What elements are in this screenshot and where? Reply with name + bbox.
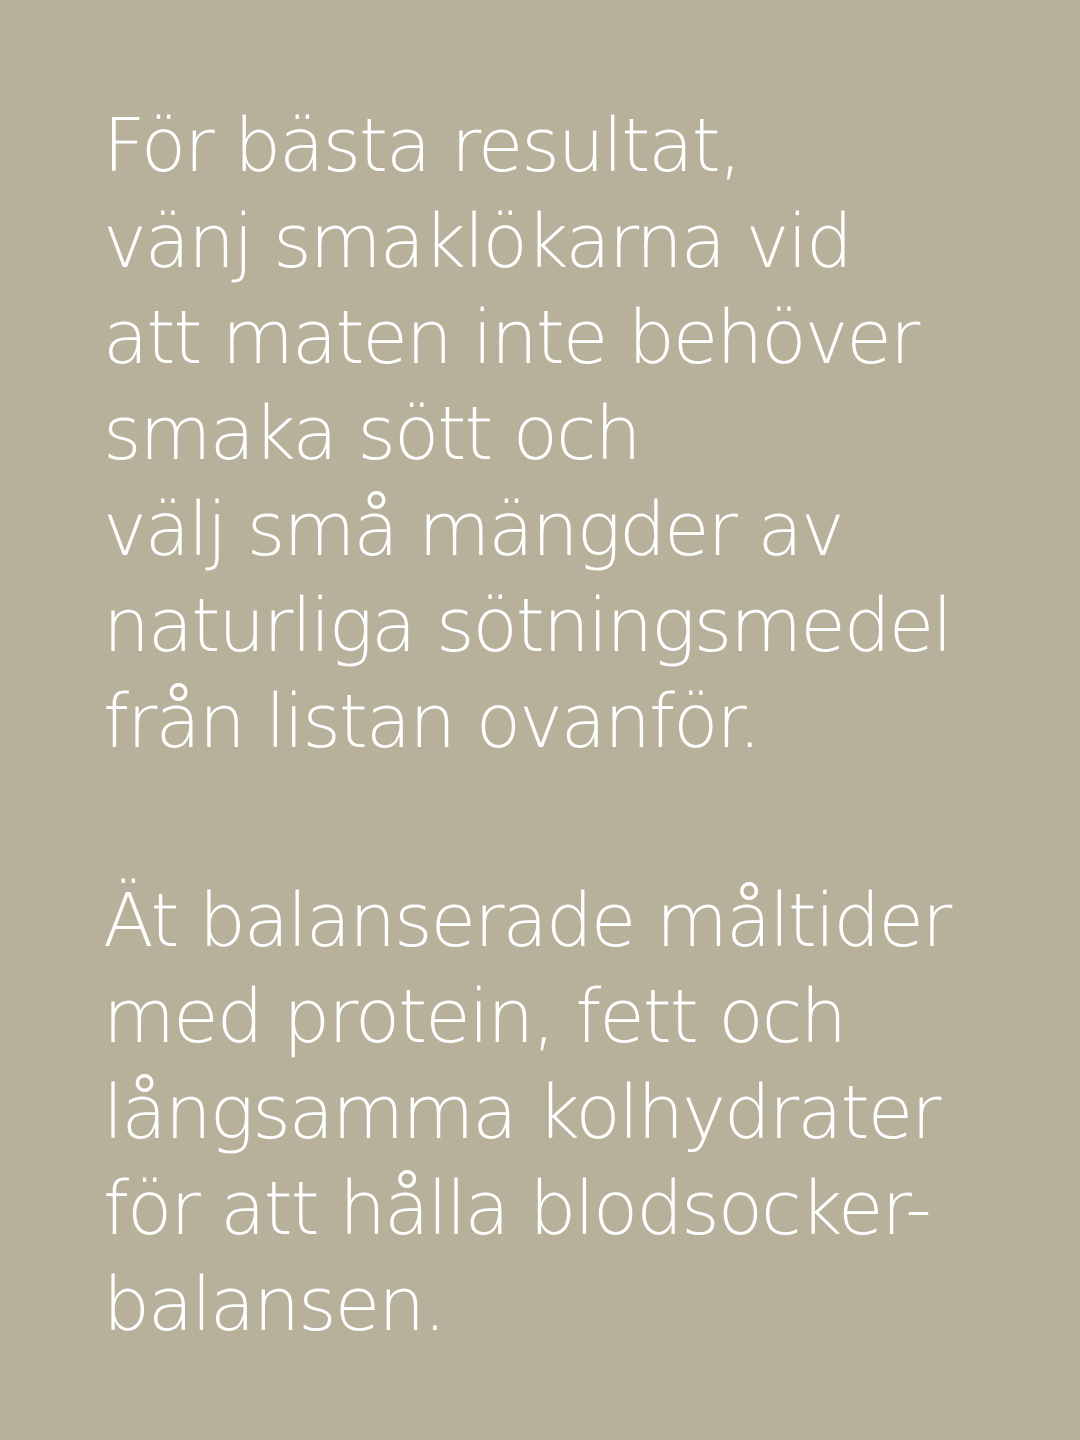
paragraph-balanced-meals: [103, 873, 950, 1353]
text-line: från listan ovanför.: [103, 679, 760, 765]
text-line: smaka sött och: [103, 391, 640, 477]
text-line: vänj smaklökarna vid: [103, 199, 851, 285]
text-line: med protein, fett och: [103, 974, 846, 1060]
text-line: För bästa resultat,: [103, 103, 741, 189]
text-line: naturliga sötningsmedel: [103, 583, 951, 669]
text-line: Ät balanserade måltider: [103, 878, 951, 964]
text-line: välj små mängder av: [103, 487, 843, 573]
paragraph-sweetener-advice: [103, 98, 951, 770]
text-line: för att hålla blodsocker-: [103, 1166, 930, 1252]
text-line: långsamma kolhydrater: [103, 1070, 940, 1156]
text-line: balansen.: [103, 1262, 445, 1348]
text-line: att maten inte behöver: [103, 295, 919, 381]
